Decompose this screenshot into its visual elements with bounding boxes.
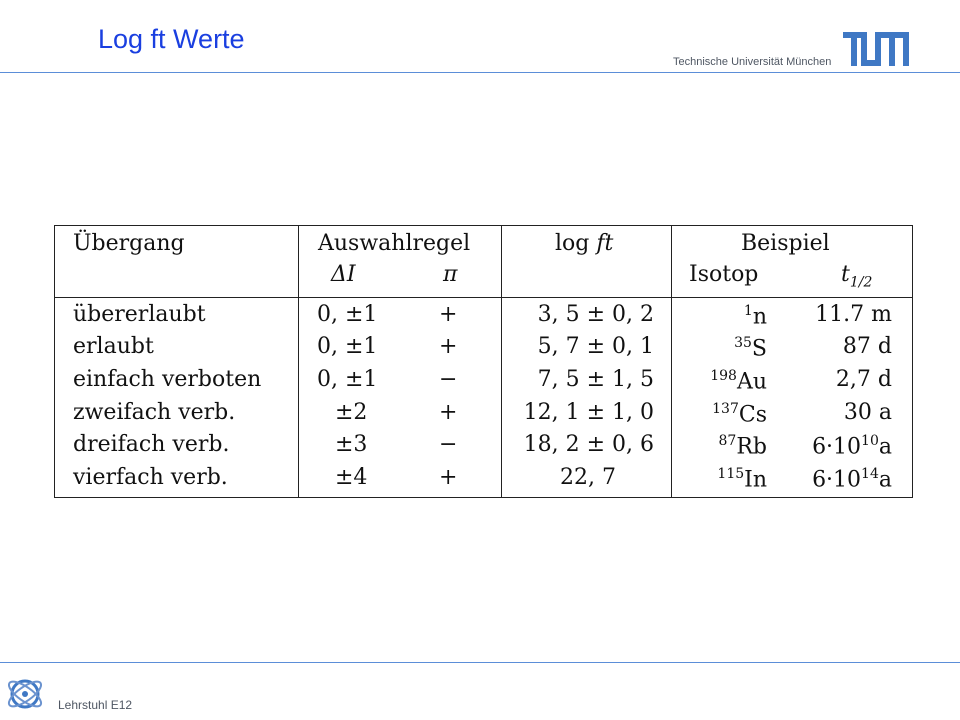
slide-title: Log ft Werte	[98, 24, 245, 54]
row-parity: +	[439, 400, 458, 425]
header-parity: π	[443, 262, 458, 287]
isotope-mass: 137	[712, 401, 739, 417]
isotope-mass: 115	[717, 466, 745, 482]
row-isotope	[744, 304, 767, 328]
header-example: Beispiel	[741, 231, 830, 256]
row-parity: +	[439, 465, 458, 490]
row-isotope	[710, 369, 767, 393]
column-divider	[501, 226, 502, 497]
row-isotope	[717, 467, 767, 491]
row-half-life: 87 d	[842, 334, 892, 359]
isotope-element: n	[752, 304, 767, 330]
e12-logo-icon	[4, 672, 46, 716]
header-ft-text: ft	[596, 231, 614, 256]
row-isotope	[712, 402, 767, 426]
row-transition: dreifach verb.	[73, 432, 230, 457]
row-transition: zweifach verb.	[73, 400, 236, 425]
half-life-base: 6·10	[812, 434, 862, 460]
header-isotope: Isotop	[689, 262, 759, 287]
isotope-element: S	[751, 336, 767, 362]
row-half-life: 11.7 m	[815, 302, 892, 327]
header-transition: Übergang	[73, 231, 185, 256]
row-half-life: 30 a	[843, 400, 892, 425]
header-log-text: log	[555, 231, 590, 256]
row-half-life	[812, 434, 892, 458]
row-transition: übererlaubt	[73, 302, 206, 327]
row-half-life	[812, 467, 892, 491]
row-delta-i: 0, ±1	[317, 334, 378, 359]
row-isotope	[719, 434, 767, 458]
tum-logo-icon	[843, 32, 909, 66]
row-delta-i: ±4	[335, 465, 368, 490]
isotope-mass: 87	[718, 433, 737, 449]
header-log-ft	[555, 233, 613, 255]
row-parity: +	[439, 334, 458, 359]
isotope-element: Rb	[736, 434, 767, 460]
row-logft: 22, 7	[560, 465, 616, 490]
row-delta-i: ±2	[335, 400, 368, 425]
isotope-element: Cs	[738, 402, 767, 428]
half-life-base: 6·10	[812, 467, 862, 493]
row-logft: 3, 5 ± 0, 2	[537, 302, 654, 327]
header-half-life	[841, 264, 872, 289]
row-logft: 5, 7 ± 0, 1	[537, 334, 654, 359]
row-transition: erlaubt	[73, 334, 154, 359]
row-parity: −	[439, 367, 458, 392]
university-name: Technische Universität München	[673, 56, 832, 68]
isotope-mass: 35	[734, 335, 752, 351]
row-isotope	[734, 336, 767, 360]
column-divider	[671, 226, 672, 497]
row-logft: 18, 2 ± 0, 6	[523, 432, 654, 457]
header-t-text: t	[841, 262, 850, 287]
row-logft: 7, 5 ± 1, 5	[537, 367, 654, 392]
row-parity: −	[439, 432, 458, 457]
row-delta-i: ±3	[335, 432, 368, 457]
isotope-mass: 1	[743, 303, 753, 319]
row-delta-i: 0, ±1	[317, 367, 378, 392]
row-delta-i: 0, ±1	[317, 302, 378, 327]
header-selection-rule: Auswahlregel	[318, 231, 471, 256]
isotope-element: In	[744, 467, 767, 493]
row-transition: einfach verboten	[73, 367, 262, 392]
column-divider	[298, 226, 299, 497]
half-life-exponent: 14	[861, 466, 879, 482]
half-life-unit: a	[878, 434, 892, 460]
row-logft: 12, 1 ± 1, 0	[523, 400, 654, 425]
header-separator	[55, 297, 912, 298]
header-delta-i: ΔI	[331, 262, 356, 287]
header-divider	[0, 72, 960, 73]
row-parity: +	[439, 302, 458, 327]
isotope-element: Au	[736, 369, 767, 395]
header-half-sub: 1/2	[849, 274, 873, 291]
row-half-life: 2,7 d	[835, 367, 892, 392]
isotope-mass: 198	[710, 368, 737, 384]
footer-divider	[0, 662, 960, 663]
row-transition: vierfach verb.	[73, 465, 228, 490]
half-life-exponent: 10	[861, 433, 879, 449]
half-life-unit: a	[878, 467, 892, 493]
logft-table	[54, 225, 913, 498]
chair-label: Lehrstuhl E12	[58, 698, 133, 712]
